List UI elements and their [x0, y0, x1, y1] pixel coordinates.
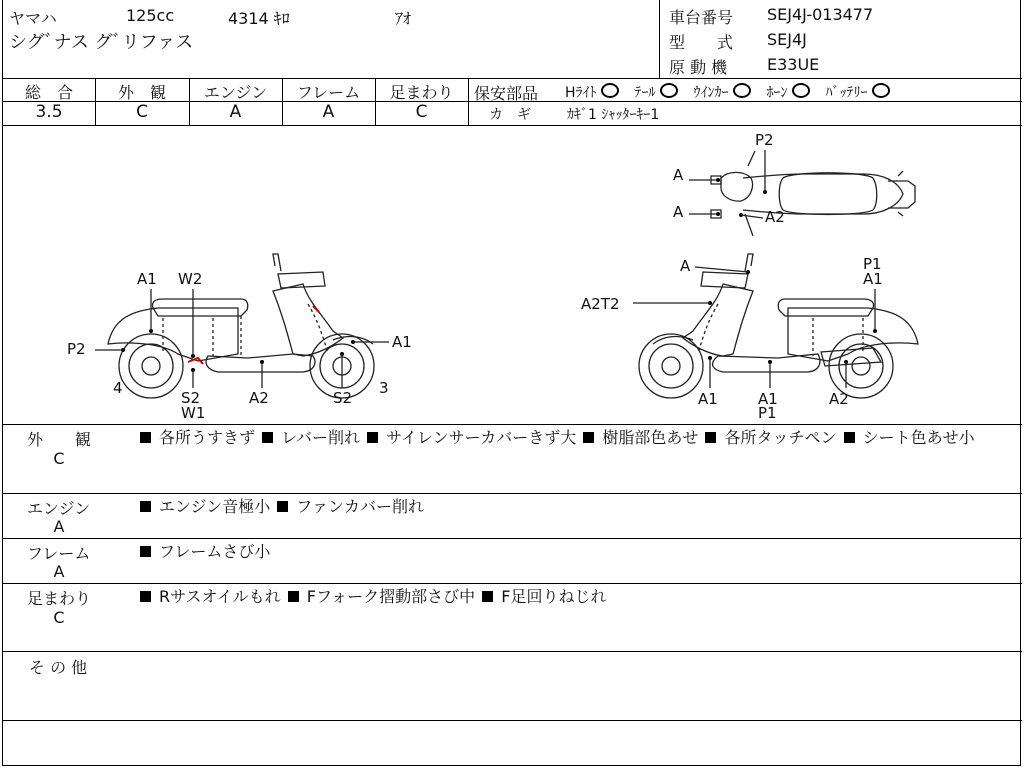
section-grade-suspension: C	[53, 608, 65, 627]
safety-item-name: ﾊﾞｯﾃﾘｰ	[825, 85, 868, 101]
note: サイレンサーカバーきず大	[386, 428, 577, 447]
key-value: ｶｷﾞ1 ｼｬｯﾀｰｷｰ1	[567, 107, 660, 123]
grade-label-suspension: 足まわり	[389, 83, 454, 102]
note: シート色あせ小	[862, 428, 975, 447]
rule	[3, 78, 1022, 79]
grade-value-overall: 3.5	[35, 102, 63, 122]
diagram-label: A2T2	[581, 295, 620, 313]
ok-circle-icon	[872, 83, 890, 98]
ok-circle-icon	[733, 83, 751, 98]
bullet-square-icon	[262, 432, 273, 443]
scooter-top-view	[689, 150, 915, 236]
note: フレームさび小	[159, 542, 271, 561]
safety-item-name: Hﾗｲﾄ	[565, 85, 597, 101]
note: ファンカバー削れ	[296, 497, 424, 516]
note: 各所うすきず	[159, 428, 256, 447]
diagram-label: S2	[333, 389, 353, 407]
rule	[3, 538, 1022, 539]
section-notes-frame	[138, 541, 1013, 563]
grade-value-frame: A	[322, 102, 335, 122]
note: 樹脂部色あせ	[602, 428, 699, 447]
safety-item-name: ﾃｰﾙ	[634, 85, 656, 101]
diagram-label: W2	[178, 270, 203, 288]
note: Fフォーク摺動部さび中	[306, 587, 476, 606]
section-label-exterior: 外 観	[27, 430, 92, 449]
bullet-square-icon	[583, 432, 594, 443]
frame-no-value: SEJ4J-013477	[767, 5, 874, 24]
model-name: シグﾞナス グﾞリファス	[9, 32, 194, 53]
note: エンジン音極小	[159, 497, 271, 516]
bullet-square-icon	[140, 501, 151, 512]
engine-model-value: E33UE	[767, 55, 820, 74]
engine-model-label: 原 動 機	[669, 58, 728, 77]
inspection-sheet	[2, 0, 1021, 766]
rule	[468, 101, 1022, 102]
grade-label-exterior: 外 観	[117, 83, 166, 102]
diagram-label: A1	[863, 270, 883, 288]
bullet-square-icon	[288, 591, 299, 602]
section-notes-engine	[138, 496, 1013, 518]
bullet-square-icon	[844, 432, 855, 443]
bullet-square-icon	[277, 501, 288, 512]
bullet-square-icon	[140, 591, 151, 602]
section-grade-exterior: C	[53, 449, 65, 468]
rule	[3, 720, 1022, 721]
type-label: 型 式	[669, 33, 734, 52]
header-divider	[659, 0, 660, 78]
frame-no-label: 車台番号	[669, 8, 734, 27]
bullet-square-icon	[367, 432, 378, 443]
grade-label-overall: 総 合	[24, 83, 73, 102]
section-notes-suspension	[138, 586, 1013, 608]
safety-item-name: ｳｲﾝｶｰ	[693, 85, 729, 101]
section-label-suspension: 足まわり	[27, 589, 92, 608]
diagram-label: A1	[698, 390, 718, 408]
ok-circle-icon	[792, 83, 810, 98]
grade-label-engine: エンジン	[203, 83, 268, 102]
diagram-label: 4	[113, 379, 123, 397]
safety-item-name: ﾎｰﾝ	[766, 85, 788, 101]
ok-circle-icon	[660, 83, 678, 98]
bullet-square-icon	[140, 546, 151, 557]
diagram-label: P2	[67, 340, 86, 358]
note: 各所タッチペン	[724, 428, 837, 447]
grade-value-engine: A	[229, 102, 242, 122]
rule	[3, 424, 1022, 425]
diagram-label: A2	[765, 208, 785, 226]
bullet-square-icon	[482, 591, 493, 602]
section-notes-exterior	[138, 427, 1013, 449]
diagram-label: A	[673, 166, 684, 184]
section-grade-engine: A	[53, 517, 65, 536]
diagram-label: S2	[181, 389, 201, 407]
grade-value-exterior: C	[136, 102, 148, 122]
section-label-other: そ の 他	[29, 658, 88, 677]
safety-item	[635, 82, 678, 102]
diagram-label: W1	[181, 404, 206, 422]
safety-item	[826, 82, 890, 102]
body-color: ｱｵ	[395, 9, 412, 28]
section-label-engine: エンジン	[27, 499, 91, 518]
section-label-frame: フレーム	[27, 544, 91, 563]
safety-item	[565, 82, 619, 102]
ok-circle-icon	[601, 83, 619, 98]
diagram-label: P2	[755, 131, 774, 149]
diagram-label: A1	[137, 270, 157, 288]
safety-item	[694, 82, 751, 102]
diagram-label: A	[680, 257, 691, 275]
safety-items	[565, 82, 890, 102]
safety-label: 保安部品	[474, 84, 539, 103]
safety-item	[767, 82, 810, 102]
rule	[3, 493, 1022, 494]
type-value: SEJ4J	[767, 30, 807, 49]
rule	[3, 651, 1022, 652]
maker: ヤマハ	[9, 9, 57, 28]
diagram-label: A2	[249, 389, 269, 407]
diagram-label: A1	[758, 390, 778, 408]
rule	[3, 583, 1022, 584]
note: Rサスオイルもれ	[159, 587, 281, 606]
bullet-square-icon	[140, 432, 151, 443]
note: F足回りねじれ	[501, 587, 607, 606]
note: レバー削れ	[281, 428, 360, 447]
diagram-label: P1	[758, 404, 777, 422]
diagram-label: 3	[379, 379, 389, 397]
displacement: 125cc	[126, 6, 175, 25]
diagram-label: A2	[829, 390, 849, 408]
grade-label-frame: フレーム	[296, 83, 361, 102]
mileage: 4314 ｷﾛ	[228, 9, 290, 28]
grade-value-suspension: C	[415, 102, 428, 122]
diagram-label: P1	[863, 255, 882, 273]
section-grade-frame: A	[53, 562, 65, 581]
diagram-label: A1	[392, 333, 412, 351]
diagram-label: A	[673, 203, 684, 221]
key-label: カ ギ	[489, 107, 531, 123]
bullet-square-icon	[705, 432, 716, 443]
